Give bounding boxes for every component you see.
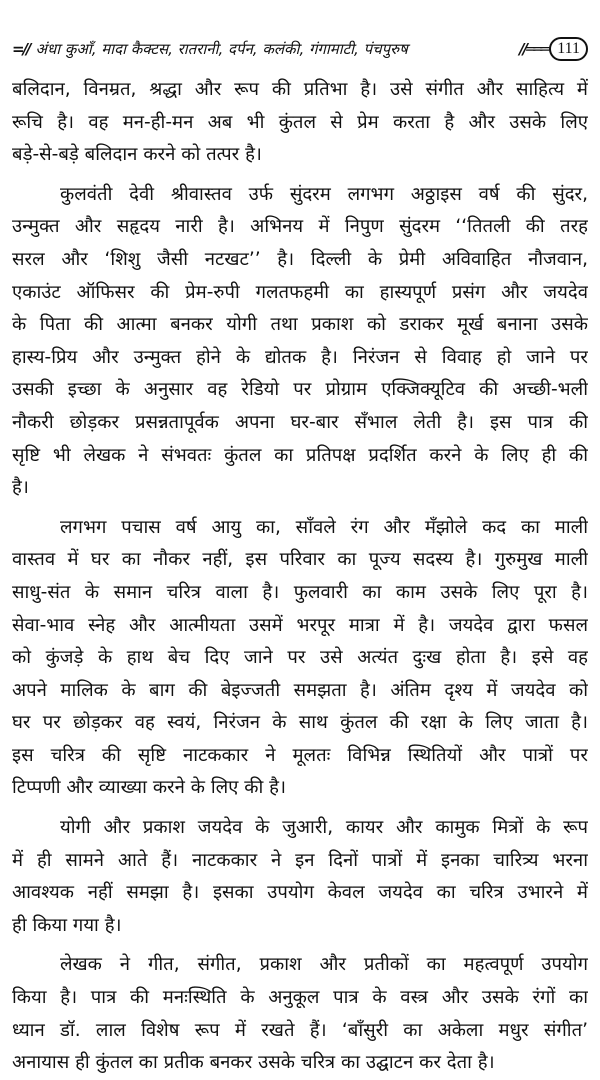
text-line: आवश्यक नहीं समझा है। इसका उपयोग केवल जयदेव का चरित्र उभारने में bbox=[12, 882, 588, 904]
text-line: किया है। पात्र की मनःस्थिति के अनुकूल पात्र के वस्त्र और उसके रंगों का bbox=[12, 987, 588, 1009]
text-line: इस चरित्र की सृष्टि नाटककार ने मूलतः विभिन्न स्थितियों और पात्रों पर bbox=[12, 744, 588, 766]
running-header bbox=[12, 34, 588, 64]
text-line: साधु-संत के समान चरित्र वाला है। फुलवारी का काम उसके लिए पूरा है। bbox=[12, 581, 588, 603]
text-line: अपने मालिक के बाग की बेइज्जती समझता है। अंतिम दृश्य में जयदेव को bbox=[12, 679, 588, 701]
text-line: उसकी इच्छा के अनुसार वह रेडियो पर प्रोग्राम एक्जिक्यूटिव की अच्छी-भली bbox=[12, 379, 588, 401]
text-line: को कुंजड़े के हाथ बेच दिए जाने पर उसे अत्यंत दुःख होता है। इसे वह bbox=[12, 647, 588, 669]
paragraph bbox=[12, 74, 588, 172]
paragraph bbox=[12, 179, 588, 505]
text-line: लगभग पचास वर्ष आयु का, साँवले रंग और मँझोले कद का माली bbox=[60, 516, 588, 538]
text-line: नौकरी छोड़कर प्रसन्नतापूर्वक अपना घर-बार सँभाल लेती है। इस पात्र की bbox=[12, 411, 588, 433]
text-line: उन्मुक्त और सहृदय नारी है। अभिनय में निपुण सुंदरम ‘‘तितली की तरह bbox=[12, 216, 588, 238]
text-line: रूचि है। वह मन-ही-मन अब भी कुंतल से प्रेम करता है और उसके लिए bbox=[12, 111, 588, 133]
text-line: अनायास ही कुंतल का प्रतीक बनकर उसके चरित्र का उद्घाटन कर देता है। bbox=[12, 1052, 495, 1074]
text-line: घर पर छोड़कर वह स्वयं, निरंजन के साथ कुंतल की रक्षा के लिए जाता है। bbox=[12, 712, 588, 734]
text-line: है। bbox=[12, 477, 29, 499]
text-line: लेखक ने गीत, संगीत, प्रकाश और प्रतीकों का महत्वपूर्ण उपयोग bbox=[60, 954, 588, 976]
text-line: एकाउंट ऑफिसर की प्रेम-रुपी गलतफहमी का हास्यपूर्ण प्रसंग और जयदेव bbox=[12, 281, 588, 303]
paragraph bbox=[12, 512, 588, 805]
text-line: वास्तव में घर का नौकर नहीं, इस परिवार का पूज्य सदस्य है। गुरुमुख माली bbox=[12, 549, 588, 571]
text-line: हास्य-प्रिय और उन्मुक्त होने के द्योतक है। निरंजन से विवाह हो जाने पर bbox=[12, 346, 588, 368]
text-line: बड़े-से-बड़े बलिदान करने को तत्पर है। bbox=[12, 144, 262, 166]
paragraph bbox=[12, 949, 588, 1079]
text-line: सृष्टि भी लेखक ने संभवतः कुंतल का प्रतिपक्ष प्रदर्शित करने के लिए ही की bbox=[12, 444, 588, 466]
text-line: सेवा-भाव स्नेह और आत्मीयता उसमें भरपूर मात्रा में है। जयदेव द्वारा फसल bbox=[12, 614, 588, 636]
text-line: ही किया गया है। bbox=[12, 914, 122, 936]
text-line: बलिदान, विनम्रत, श्रद्धा और रूप की प्रतिभा है। उसे संगीत और साहित्य में bbox=[12, 79, 588, 100]
paragraph bbox=[12, 812, 588, 942]
text-line: टिप्पणी और व्याख्या करने के लिए की है। bbox=[12, 777, 286, 799]
text-line: में ही सामने आते हैं। नाटककार ने इन दिनों पात्रों में इनका चारित्र्य भरना bbox=[12, 849, 588, 871]
body-text bbox=[12, 74, 588, 1080]
text-line: के पिता की आत्मा बनकर योगी तथा प्रकाश को डराकर मूर्ख बनाना उसके bbox=[12, 314, 588, 336]
header-ornament: =// bbox=[12, 40, 30, 58]
page-number: 111 bbox=[549, 37, 588, 61]
header-rule-ornament: //═══ bbox=[519, 40, 548, 58]
header-title: अंधा कुआँ, मादा कैक्टस, रातरानी, दर्पन, कलंकी, गंगामाटी, पंचपुरुष bbox=[35, 40, 408, 58]
text-line: ध्यान डॉ. लाल विशेष रूप में रखते हैं। ‘बाँसुरी का अकेला मधुर संगीत’ bbox=[12, 1019, 588, 1041]
text-line: योगी और प्रकाश जयदेव के जुआरी, कायर और कामुक मित्रों के रूप bbox=[60, 817, 588, 839]
text-line: कुलवंती देवी श्रीवास्तव उर्फ सुंदरम लगभग अठ्ठाइस वर्ष की सुंदर, bbox=[60, 183, 588, 205]
text-line: सरल और ‘शिशु जैसी नटखट’’ है। दिल्ली के प्रेमी अविवाहित नौजवान, bbox=[12, 248, 588, 270]
